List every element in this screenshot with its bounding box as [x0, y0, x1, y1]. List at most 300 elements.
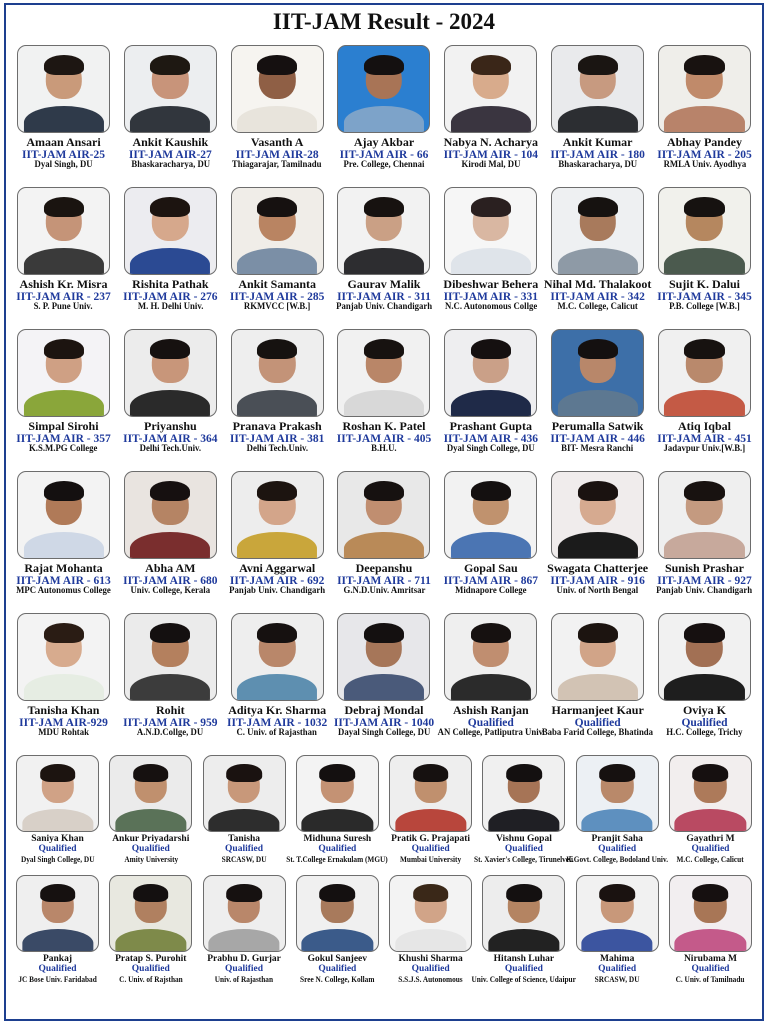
photo-hair	[578, 55, 618, 76]
student-card	[119, 471, 222, 613]
photo-shoulders	[582, 929, 653, 953]
student-rank: Qualified	[38, 843, 77, 854]
photo-hair	[364, 197, 404, 218]
student-college: Bhaskaracharya, DU	[130, 159, 210, 170]
student-card	[119, 187, 222, 329]
student-college: Kirodi Mal, DU	[461, 159, 521, 170]
student-rank: IIT-JAM AIR-25	[22, 148, 105, 161]
photo-shoulders	[558, 674, 638, 701]
student-photo	[17, 45, 110, 133]
student-rank: IIT-JAM AIR - 276	[123, 290, 218, 303]
photo-shoulders	[558, 532, 638, 559]
student-rank: Qualified	[131, 963, 170, 974]
student-photo	[16, 875, 99, 952]
student-name: Sunish Prashar	[664, 561, 744, 575]
student-card	[653, 45, 756, 187]
student-name: Ashish Kr. Misra	[19, 277, 108, 291]
student-card	[286, 755, 389, 875]
student-college: N.C. Autonomous Collge	[444, 301, 537, 312]
student-card	[12, 329, 115, 471]
photo-hair	[471, 339, 511, 360]
photo-hair	[257, 55, 297, 76]
student-rank: IIT-JAM AIR - 680	[123, 574, 218, 587]
student-name: Rishita Pathak	[132, 277, 209, 291]
student-name: Vishnu Gopal	[495, 834, 552, 844]
student-college: RMLA Univ. Ayodhya	[663, 159, 746, 170]
photo-hair	[413, 884, 449, 902]
student-rank: IIT-JAM AIR - 180	[550, 148, 645, 161]
student-name: Tanisha	[228, 834, 260, 844]
student-card	[653, 187, 756, 329]
student-rank: Qualified	[691, 963, 730, 974]
photo-shoulders	[395, 929, 466, 953]
student-name: Prashant Gupta	[449, 419, 532, 433]
student-photo	[124, 187, 217, 275]
student-name: Amaan Ansari	[26, 135, 101, 149]
student-card	[12, 45, 115, 187]
student-rank: IIT-JAM AIR-28	[235, 148, 319, 161]
student-photo	[576, 755, 659, 832]
photo-shoulders	[558, 248, 638, 275]
student-college: BIT- Mesra Ranchi	[561, 443, 634, 454]
student-photo	[551, 45, 644, 133]
student-photo	[551, 471, 644, 559]
student-rank: IIT-JAM AIR - 237	[16, 290, 111, 303]
photo-shoulders	[115, 929, 186, 953]
student-card	[332, 187, 435, 329]
student-photo	[444, 613, 537, 701]
photo-shoulders	[451, 106, 531, 133]
student-card	[439, 187, 542, 329]
student-photo	[109, 875, 192, 952]
students-row	[12, 471, 756, 613]
student-card	[543, 187, 652, 329]
student-college: MPC Autonomus College	[16, 585, 111, 596]
student-card	[546, 45, 649, 187]
student-name: Rajat Mohanta	[24, 561, 103, 575]
student-name: Mahima	[600, 954, 635, 964]
student-college: Dyal Singh, DU	[34, 159, 93, 170]
student-name: Ashish Ranjan	[452, 703, 529, 717]
student-college: Dyal Singh College, DU	[446, 443, 535, 454]
student-rank: IIT-JAM AIR-27	[128, 148, 212, 161]
student-photo	[17, 471, 110, 559]
photo-shoulders	[23, 390, 103, 417]
photo-shoulders	[451, 674, 531, 701]
students-row	[12, 187, 756, 329]
student-name: Priyanshu	[143, 419, 197, 433]
student-rank: IIT-JAM AIR - 867	[443, 574, 539, 587]
photo-hair	[578, 623, 618, 644]
student-name: Pankaj	[42, 954, 73, 964]
student-photo	[551, 187, 644, 275]
photo-shoulders	[344, 390, 424, 417]
student-card	[665, 875, 756, 995]
photo-hair	[506, 764, 542, 782]
student-name: Roshan K. Patel	[342, 419, 426, 433]
student-photo	[389, 875, 472, 952]
photo-hair	[150, 339, 190, 360]
student-rank: IIT-JAM AIR - 916	[550, 574, 645, 587]
student-college: A.N.D.Collge, DU	[137, 727, 204, 738]
photo-hair	[471, 197, 511, 218]
student-photo	[337, 187, 430, 275]
student-rank: IIT-JAM AIR - 1040	[333, 716, 435, 729]
student-rank: IIT-JAM AIR - 613	[16, 574, 111, 587]
student-rank: Qualified	[598, 843, 637, 854]
student-name: Midhuna Suresh	[303, 834, 372, 844]
photo-shoulders	[451, 390, 531, 417]
student-photo	[17, 187, 110, 275]
student-name: Pratap S. Purohit	[115, 954, 187, 964]
student-name: Abha AM	[145, 561, 196, 575]
student-college: Univ. of North Bengal	[556, 585, 639, 596]
student-card	[572, 875, 663, 995]
student-photo	[482, 875, 565, 952]
student-photo	[444, 187, 537, 275]
student-name: Vasanth A	[250, 135, 304, 149]
student-card	[105, 755, 196, 875]
student-photo	[444, 45, 537, 133]
photo-hair	[684, 623, 724, 644]
student-card	[119, 45, 222, 187]
student-college: Panjab Univ. Chandigarh	[229, 585, 326, 596]
student-photo	[337, 45, 430, 133]
photo-hair	[226, 764, 262, 782]
student-rank: Qualified	[411, 963, 450, 974]
photo-hair	[43, 339, 83, 360]
student-photo	[658, 613, 751, 701]
photo-shoulders	[208, 809, 279, 833]
photo-hair	[40, 764, 76, 782]
student-rank: IIT-JAM AIR - 927	[657, 574, 752, 587]
photo-hair	[257, 197, 297, 218]
student-rank: Qualified	[38, 963, 77, 974]
student-photo	[124, 329, 217, 417]
student-name: Khushi Sharma	[398, 954, 463, 964]
photo-shoulders	[664, 674, 744, 701]
photo-hair	[43, 55, 83, 76]
student-name: Harmanjeet Kaur	[551, 703, 644, 717]
students-row	[12, 329, 756, 471]
photo-hair	[43, 623, 83, 644]
student-card	[474, 755, 574, 875]
photo-shoulders	[237, 390, 317, 417]
student-card	[653, 329, 756, 471]
student-rank: IIT-JAM AIR - 205	[657, 148, 752, 161]
student-card	[566, 755, 669, 875]
photo-hair	[150, 197, 190, 218]
photo-shoulders	[558, 390, 638, 417]
photo-shoulders	[344, 248, 424, 275]
students-row	[12, 45, 756, 187]
photo-hair	[150, 623, 190, 644]
photo-shoulders	[23, 532, 103, 559]
student-photo	[231, 45, 324, 133]
student-card	[226, 45, 329, 187]
photo-hair	[257, 623, 297, 644]
photo-hair	[133, 764, 169, 782]
page-title: IIT-JAM Result - 2024	[272, 9, 496, 34]
student-college: G.N.D.Univ. Amritsar	[343, 585, 425, 596]
student-name: Sujit K. Dalui	[668, 277, 740, 291]
student-photo	[296, 755, 379, 832]
student-college: St. T.College Ernakulam (MGU)	[286, 853, 389, 864]
student-card	[332, 613, 435, 755]
student-name: Nabya N. Acharya	[443, 135, 538, 149]
student-rank: Qualified	[411, 843, 450, 854]
student-college: SRCASW, DU	[594, 973, 640, 984]
student-card	[385, 755, 476, 875]
student-card	[332, 45, 435, 187]
student-name: Abhay Pandey	[666, 135, 742, 149]
photo-shoulders	[23, 674, 103, 701]
student-card	[385, 875, 476, 995]
student-photo	[444, 329, 537, 417]
student-rank: IIT-JAM AIR - 711	[337, 574, 431, 587]
students-row	[12, 613, 756, 755]
photo-shoulders	[344, 106, 424, 133]
photo-shoulders	[451, 248, 531, 275]
student-card	[546, 471, 649, 613]
student-photo	[231, 187, 324, 275]
photo-hair	[471, 623, 511, 644]
photo-hair	[471, 481, 511, 502]
photo-shoulders	[302, 809, 373, 833]
student-college: Univ. College of Science, Udaipur	[471, 973, 577, 984]
student-photo	[124, 471, 217, 559]
photo-shoulders	[488, 929, 559, 953]
student-rank: Qualified	[225, 843, 264, 854]
photo-hair	[578, 481, 618, 502]
student-college: Thiagarajar, Tamilnadu	[232, 159, 322, 170]
student-photo	[444, 471, 537, 559]
student-college: M.C. College, Calicut	[676, 853, 745, 864]
student-name: Prabhu D. Gurjar	[207, 954, 281, 964]
photo-hair	[506, 884, 542, 902]
student-card	[542, 613, 654, 755]
student-rank: IIT-JAM AIR - 342	[550, 290, 645, 303]
student-college: Sree N. College, Kollam	[300, 973, 375, 984]
student-college: H.C. College, Trichy	[666, 727, 743, 738]
photo-shoulders	[451, 532, 531, 559]
student-college: Baba Farid College, Bhatinda	[542, 727, 654, 738]
student-rank: IIT-JAM AIR - 331	[443, 290, 539, 303]
photo-hair	[150, 55, 190, 76]
photo-shoulders	[130, 390, 210, 417]
student-name: Avni Aggarwal	[239, 561, 316, 575]
student-college: AN College, Patliputra Univ.	[437, 727, 545, 738]
photo-shoulders	[664, 532, 744, 559]
student-rank: Qualified	[467, 716, 514, 729]
student-college: Amity University	[123, 853, 178, 864]
student-name: Pranava Prakash	[232, 419, 322, 433]
photo-hair	[43, 197, 83, 218]
photo-hair	[364, 55, 404, 76]
student-college: Univ. College, Kerala	[130, 585, 211, 596]
student-photo	[551, 329, 644, 417]
student-name: Ankit Kaushik	[132, 135, 209, 149]
student-rank: Qualified	[318, 843, 357, 854]
student-rank: IIT-JAM AIR - 381	[229, 432, 325, 445]
student-rank: IIT-JAM AIR - 311	[337, 290, 431, 303]
student-rank: IIT-JAM AIR-929	[19, 716, 108, 729]
photo-hair	[133, 884, 169, 902]
photo-shoulders	[130, 106, 210, 133]
student-college: SRCASW, DU	[221, 853, 267, 864]
student-name: Rohit	[155, 703, 185, 717]
student-college: Delhi Tech.Univ.	[246, 443, 308, 454]
students-grid	[12, 45, 756, 995]
student-college: Mumbai University	[400, 853, 462, 864]
student-photo	[124, 45, 217, 133]
student-college: K.S.M.PG College	[29, 443, 98, 454]
student-name: Deepanshu	[355, 561, 413, 575]
student-name: Perumalla Satwik	[551, 419, 644, 433]
student-card	[653, 613, 756, 755]
student-card	[292, 875, 383, 995]
student-rank: IIT-JAM AIR - 357	[16, 432, 111, 445]
student-name: Debraj Mondal	[344, 703, 424, 717]
student-name: Swagata Chatterjee	[547, 561, 649, 575]
photo-shoulders	[675, 929, 746, 953]
student-rank: Qualified	[504, 843, 543, 854]
photo-shoulders	[22, 929, 93, 953]
photo-hair	[578, 197, 618, 218]
student-name: Simpal Sirohi	[28, 419, 99, 433]
student-photo	[337, 613, 430, 701]
photo-hair	[684, 197, 724, 218]
student-name: Nirubama M	[683, 954, 737, 964]
student-name: Ajay Akbar	[353, 135, 415, 149]
photo-shoulders	[488, 809, 559, 833]
student-rank: IIT-JAM AIR - 285	[229, 290, 325, 303]
photo-shoulders	[302, 929, 373, 953]
student-card	[12, 613, 115, 755]
student-name: Hitansh Luhar	[493, 954, 555, 964]
student-name: Tanisha Khan	[27, 703, 100, 717]
student-card	[439, 471, 542, 613]
photo-shoulders	[23, 248, 103, 275]
student-name: Gopal Sau	[463, 561, 518, 575]
student-card	[12, 471, 115, 613]
photo-shoulders	[23, 106, 103, 133]
photo-hair	[364, 623, 404, 644]
student-rank: Qualified	[318, 963, 357, 974]
photo-shoulders	[344, 532, 424, 559]
photo-shoulders	[675, 809, 746, 833]
photo-hair	[684, 481, 724, 502]
student-card	[332, 329, 435, 471]
student-college: C. Univ. of Rajsthan	[118, 973, 183, 984]
student-photo	[669, 875, 752, 952]
student-college: Midnapore College	[455, 585, 527, 596]
student-college: Pre. College, Chennai	[343, 159, 425, 170]
student-rank: Qualified	[225, 963, 264, 974]
student-rank: IIT-JAM AIR - 446	[550, 432, 645, 445]
student-photo	[231, 329, 324, 417]
student-photo	[576, 875, 659, 952]
photo-hair	[320, 884, 356, 902]
student-rank: Qualified	[681, 716, 728, 729]
photo-shoulders	[115, 809, 186, 833]
photo-shoulders	[237, 106, 317, 133]
student-card	[226, 329, 329, 471]
student-rank: Qualified	[131, 843, 170, 854]
student-photo	[658, 187, 751, 275]
photo-shoulders	[558, 106, 638, 133]
student-college: C. Univ. of Tamilnadu	[676, 973, 745, 984]
student-college: S.S.J.S. Autonomous	[398, 973, 463, 984]
student-college: M.C. College, Calicut	[557, 301, 638, 312]
student-photo	[203, 875, 286, 952]
student-rank: IIT-JAM AIR - 451	[657, 432, 752, 445]
student-rank: Qualified	[691, 843, 730, 854]
result-poster	[4, 3, 764, 1021]
student-card	[199, 755, 290, 875]
student-name: Nihal Md. Thalakoot	[543, 277, 652, 291]
students-row	[12, 875, 756, 995]
student-card	[439, 45, 542, 187]
photo-hair	[364, 481, 404, 502]
photo-hair	[257, 339, 297, 360]
photo-hair	[599, 764, 635, 782]
student-photo	[231, 471, 324, 559]
student-college: Delhi Tech.Univ.	[139, 443, 202, 454]
photo-hair	[43, 481, 83, 502]
photo-hair	[320, 764, 356, 782]
student-rank: IIT-JAM AIR - 364	[123, 432, 218, 445]
student-card	[119, 613, 222, 755]
student-name: Atiq Iqbal	[677, 419, 731, 433]
student-name: Ankit Kumar	[562, 135, 633, 149]
photo-hair	[364, 339, 404, 360]
student-rank: IIT-JAM AIR - 692	[229, 574, 325, 587]
student-photo	[109, 755, 192, 832]
student-college: M. H. Delhi Univ.	[137, 301, 204, 312]
student-card	[226, 471, 329, 613]
student-college: Bhaskaracharya, DU	[558, 159, 637, 170]
student-card	[546, 329, 649, 471]
student-card	[439, 329, 542, 471]
student-photo	[658, 329, 751, 417]
student-name: Dibeshwar Behera	[443, 277, 539, 291]
student-college: B.H.U.	[371, 443, 397, 454]
photo-hair	[578, 339, 618, 360]
photo-shoulders	[664, 390, 744, 417]
student-college: C. Univ. of Rajasthan	[236, 727, 318, 738]
student-college: JC Bose Univ. Faridabad	[18, 973, 97, 984]
photo-shoulders	[344, 674, 424, 701]
student-college: St. Xavier's College, Tirunelveli	[474, 853, 574, 864]
student-name: Ankit Samanta	[238, 277, 316, 291]
student-photo	[658, 45, 751, 133]
student-photo	[482, 755, 565, 832]
photo-shoulders	[237, 532, 317, 559]
student-card	[12, 875, 103, 995]
student-photo	[669, 755, 752, 832]
photo-hair	[471, 55, 511, 76]
student-photo	[124, 613, 217, 701]
student-card	[665, 755, 756, 875]
student-photo	[337, 471, 430, 559]
student-card	[653, 471, 756, 613]
student-photo	[551, 613, 644, 701]
student-name: Gokul Sanjeev	[307, 954, 368, 964]
photo-hair	[684, 339, 724, 360]
photo-shoulders	[237, 674, 317, 701]
student-rank: IIT-JAM AIR - 436	[443, 432, 539, 445]
